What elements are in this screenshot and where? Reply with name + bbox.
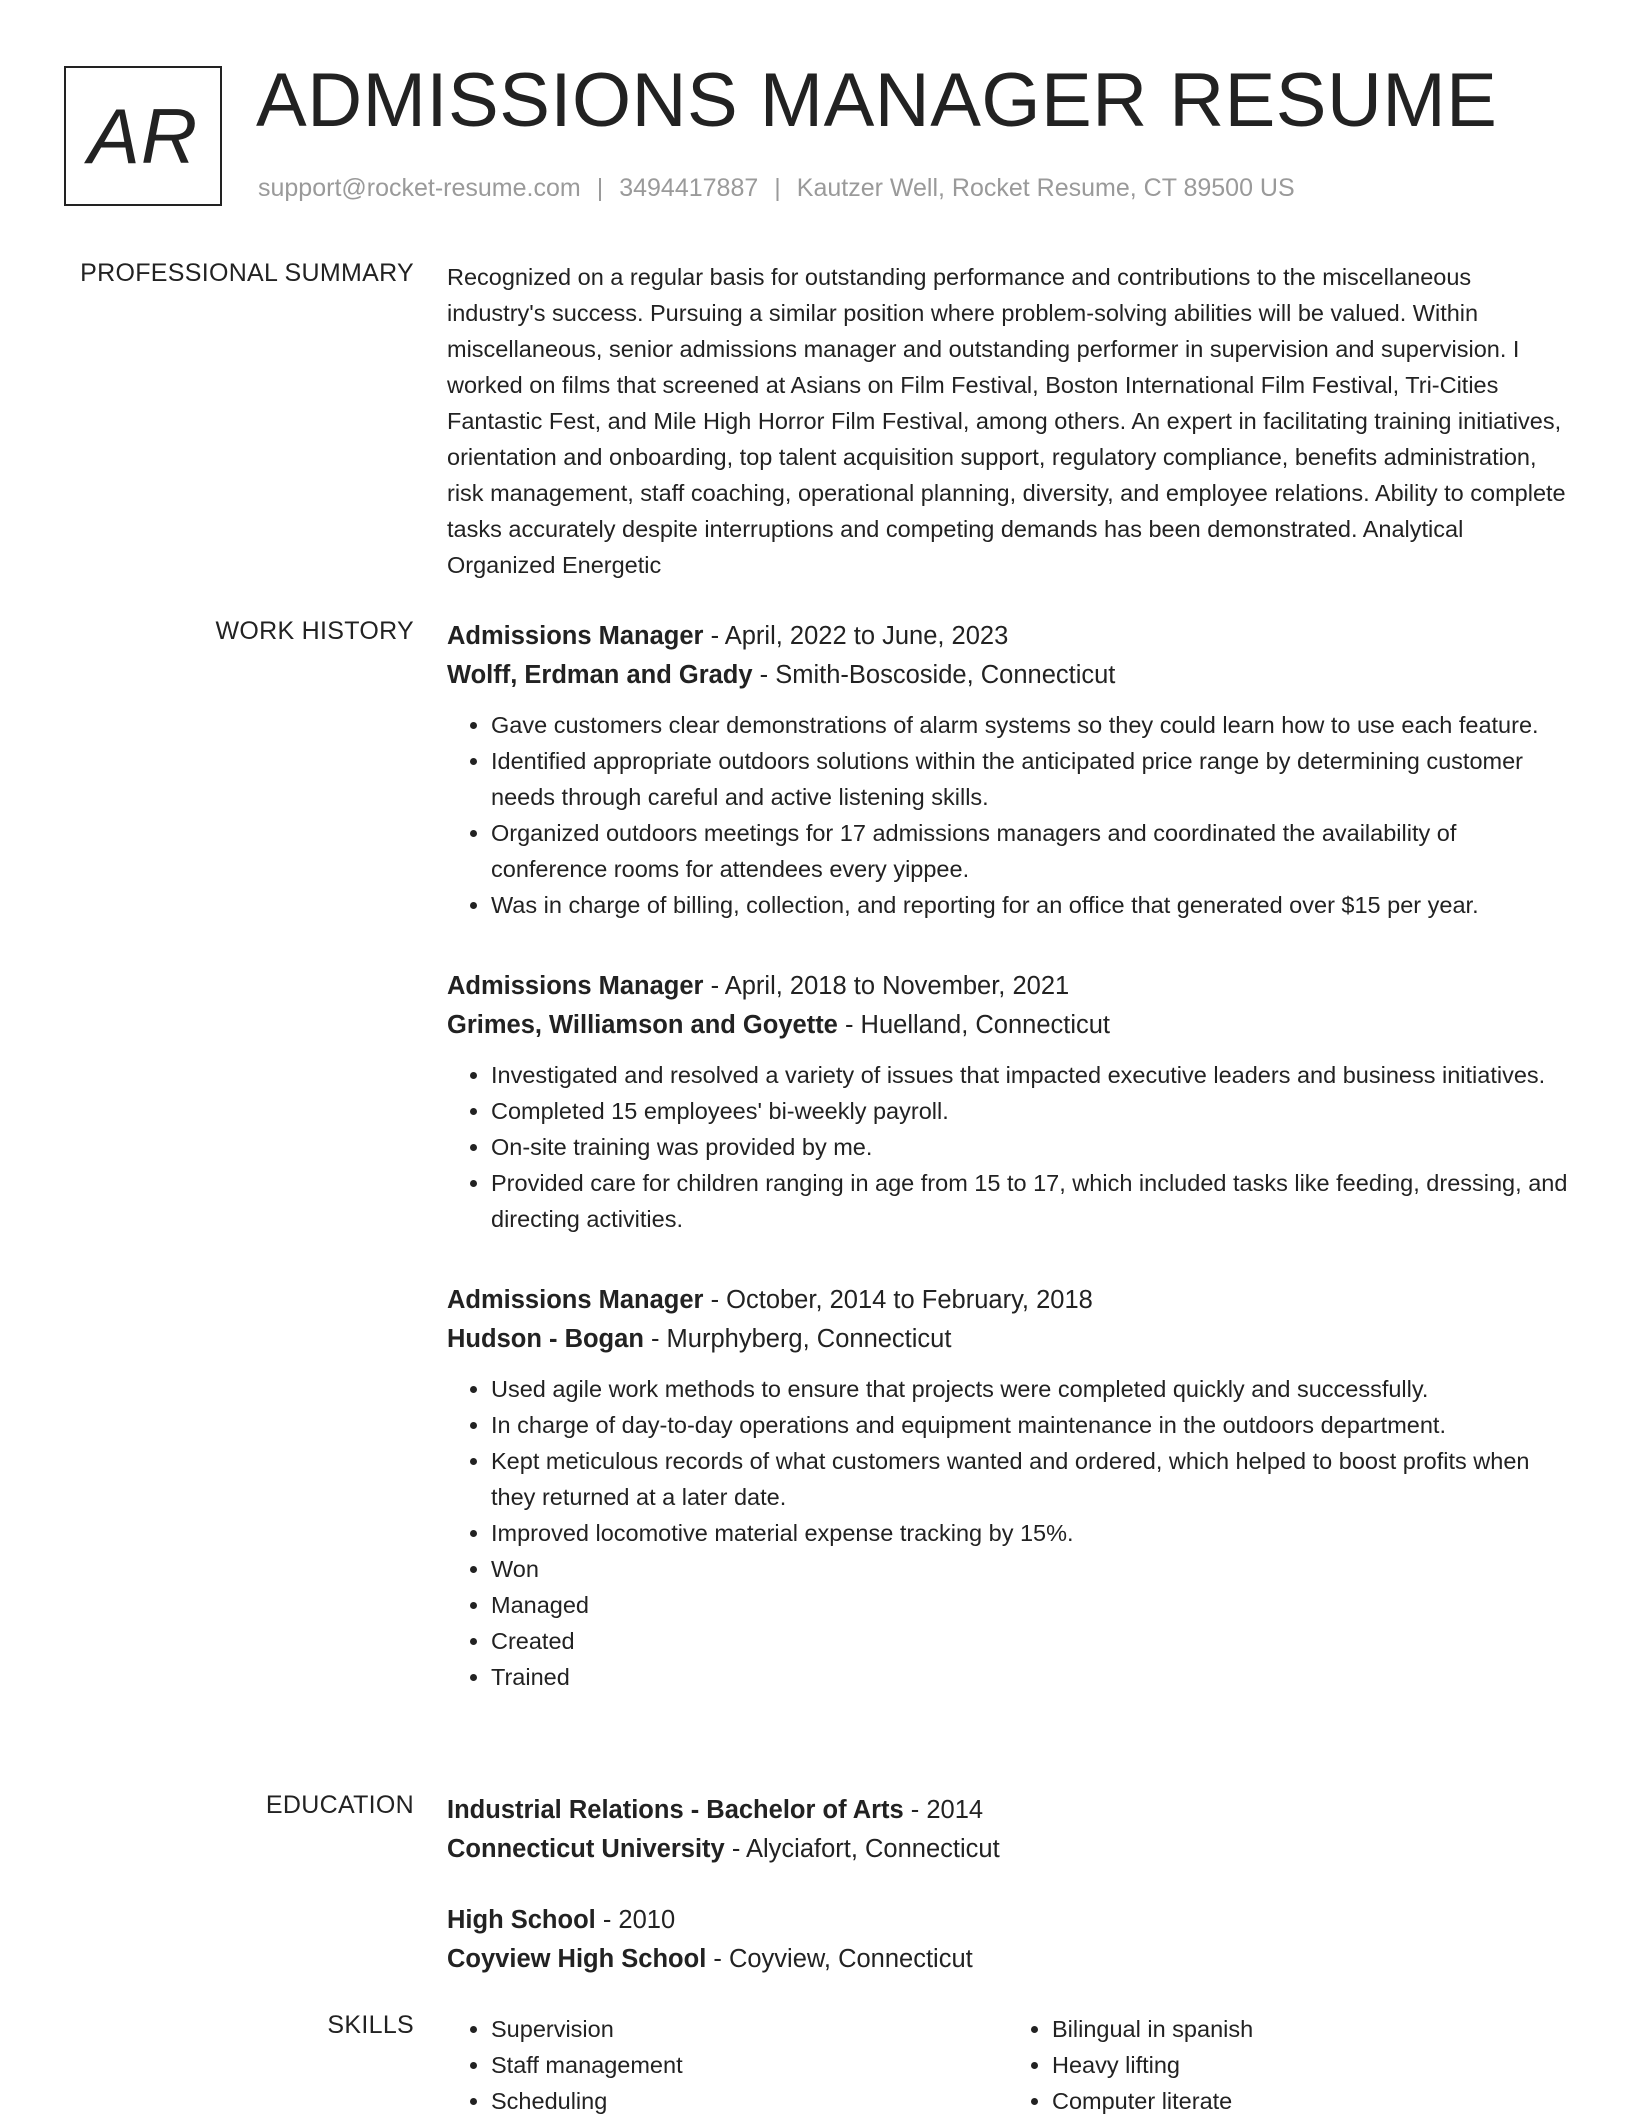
education-location: - Alyciafort, Connecticut xyxy=(724,1835,1000,1863)
job-title-line xyxy=(447,1281,1569,1320)
summary-text: Recognized on a regular basis for outstanding performance and contributions to the miscellaneous industry's success. Pursuing a similar position where problem-solving abilities will be valued. Within miscellaneous, senior admissions manager and outstanding performer in supervision and supervision. I worked on films that screened at Asians on Film Festival, Boston International Film Festival, Tri-Cities Fantastic Fest, and Mile High Horror Film Festival, among others. An expert in facilitating training initiatives, orientation and onboarding, top talent acquisition support, regulatory compliance, benefits administration, risk management, staff coaching, operational planning, diversity, and employee relations. Ability to complete tasks accurately despite interruptions and competing demands has been demonstrated. Analytical Organized Energetic xyxy=(447,264,1566,578)
education-entry xyxy=(447,1791,1569,1869)
contact-separator: | xyxy=(596,174,604,202)
education-year: - 2014 xyxy=(903,1796,984,1824)
education-degree: Industrial Relations - Bachelor of Arts xyxy=(447,1796,904,1824)
job-company-line xyxy=(447,1320,1569,1359)
job-bullet: • Gave customers clear demonstrations of alarm systems so they could learn how to use each feature. xyxy=(491,707,1569,743)
job-bullet: • In charge of day-to-day operations and equipment maintenance in the outdoors department. xyxy=(491,1407,1569,1443)
monogram-logo: AR xyxy=(64,66,222,206)
job-bullet: • Investigated and resolved a variety of issues that impacted executive leaders and business initiatives. xyxy=(491,1057,1569,1093)
job-entry xyxy=(447,1281,1569,1695)
job-entry xyxy=(447,967,1569,1237)
job-title: Admissions Manager xyxy=(447,1286,704,1314)
job-bullet: • Trained xyxy=(491,1659,1569,1695)
education-school: Coyview High School xyxy=(447,1945,707,1973)
education-location: - Coyview, Connecticut xyxy=(706,1945,973,1973)
job-bullet: • Used agile work methods to ensure that projects were completed quickly and successfully. xyxy=(491,1371,1569,1407)
skill-item: • Bilingual in spanish xyxy=(1052,2011,1569,2047)
section-label-work-history: WORK HISTORY xyxy=(215,617,414,645)
job-title: Admissions Manager xyxy=(447,972,704,1000)
skill-item: • Supervision xyxy=(491,2011,1008,2047)
section-label-education: EDUCATION xyxy=(265,1791,414,1819)
job-location: - Smith-Boscoside, Connecticut xyxy=(752,661,1116,689)
section-label-skills: SKILLS xyxy=(327,2011,414,2039)
job-bullets xyxy=(447,1057,1569,1237)
job-bullet: • Was in charge of billing, collection, and reporting for an office that generated over $15 per year. xyxy=(491,887,1569,923)
job-entry xyxy=(447,617,1569,923)
resume-title: ADMISSIONS MANAGER RESUME xyxy=(256,58,1498,143)
job-dates: - October, 2014 to February, 2018 xyxy=(703,1286,1093,1314)
job-location: - Murphyberg, Connecticut xyxy=(643,1325,952,1353)
skill-item: • Scheduling xyxy=(491,2083,1008,2119)
summary-body xyxy=(447,259,1569,583)
job-bullet: • Provided care for children ranging in age from 15 to 17, which included tasks like feeding, dressing, and directing activities. xyxy=(491,1165,1569,1237)
education-entry xyxy=(447,1901,1569,1979)
job-bullet: • Kept meticulous records of what customers wanted and ordered, which helped to boost profits when they returned at a later date. xyxy=(491,1443,1569,1515)
education-degree-line xyxy=(447,1901,1569,1940)
skills-columns xyxy=(447,2011,1569,2119)
contact-phone: 3494417887 xyxy=(619,174,759,202)
section-label-summary: PROFESSIONAL SUMMARY xyxy=(80,259,414,287)
contact-line xyxy=(258,174,1295,203)
job-title-line xyxy=(447,617,1569,656)
skill-item: • Heavy lifting xyxy=(1052,2047,1569,2083)
contact-separator: | xyxy=(774,174,781,202)
skills-body xyxy=(447,2011,1569,2119)
contact-email: support@rocket-resume.com xyxy=(258,174,581,202)
job-bullets xyxy=(447,707,1569,923)
job-bullet: • Organized outdoors meetings for 17 admissions managers and coordinated the availability of conference rooms for attendees every yippee. xyxy=(491,815,1569,887)
job-title: Admissions Manager xyxy=(447,622,704,650)
education-year: - 2010 xyxy=(595,1906,676,1934)
job-bullet: • Improved locomotive material expense tracking by 15%. xyxy=(491,1515,1569,1551)
job-dates: - April, 2022 to June, 2023 xyxy=(703,622,1009,650)
job-company: Wolff, Erdman and Grady xyxy=(447,661,753,689)
job-bullet: • Won xyxy=(491,1551,1569,1587)
skill-item: • Computer literate xyxy=(1052,2083,1569,2119)
education-school: Connecticut University xyxy=(447,1835,725,1863)
contact-address: Kautzer Well, Rocket Resume, CT 89500 US xyxy=(796,174,1295,202)
work-history-body xyxy=(447,617,1569,1739)
education-degree: High School xyxy=(447,1906,596,1934)
job-title-line xyxy=(447,967,1569,1006)
education-degree-line xyxy=(447,1791,1569,1830)
education-school-line xyxy=(447,1830,1569,1869)
job-location: - Huelland, Connecticut xyxy=(837,1011,1111,1039)
job-company: Grimes, Williamson and Goyette xyxy=(447,1011,838,1039)
skill-item: • Staff management xyxy=(491,2047,1008,2083)
job-bullet: • Completed 15 employees' bi-weekly payroll. xyxy=(491,1093,1569,1129)
skills-list-left xyxy=(447,2011,1008,2119)
education-school-line xyxy=(447,1940,1569,1979)
job-company: Hudson - Bogan xyxy=(447,1325,644,1353)
job-bullet: • Created xyxy=(491,1623,1569,1659)
job-company-line xyxy=(447,656,1569,695)
job-bullet: • Managed xyxy=(491,1587,1569,1623)
job-company-line xyxy=(447,1006,1569,1045)
job-bullets xyxy=(447,1371,1569,1695)
education-body xyxy=(447,1791,1569,2011)
job-bullet: • On-site training was provided by me. xyxy=(491,1129,1569,1165)
job-bullet: • Identified appropriate outdoors solutions within the anticipated price range by determining customer needs through careful and active listening skills. xyxy=(491,743,1569,815)
skills-list-right xyxy=(1008,2011,1569,2119)
job-dates: - April, 2018 to November, 2021 xyxy=(703,972,1070,1000)
